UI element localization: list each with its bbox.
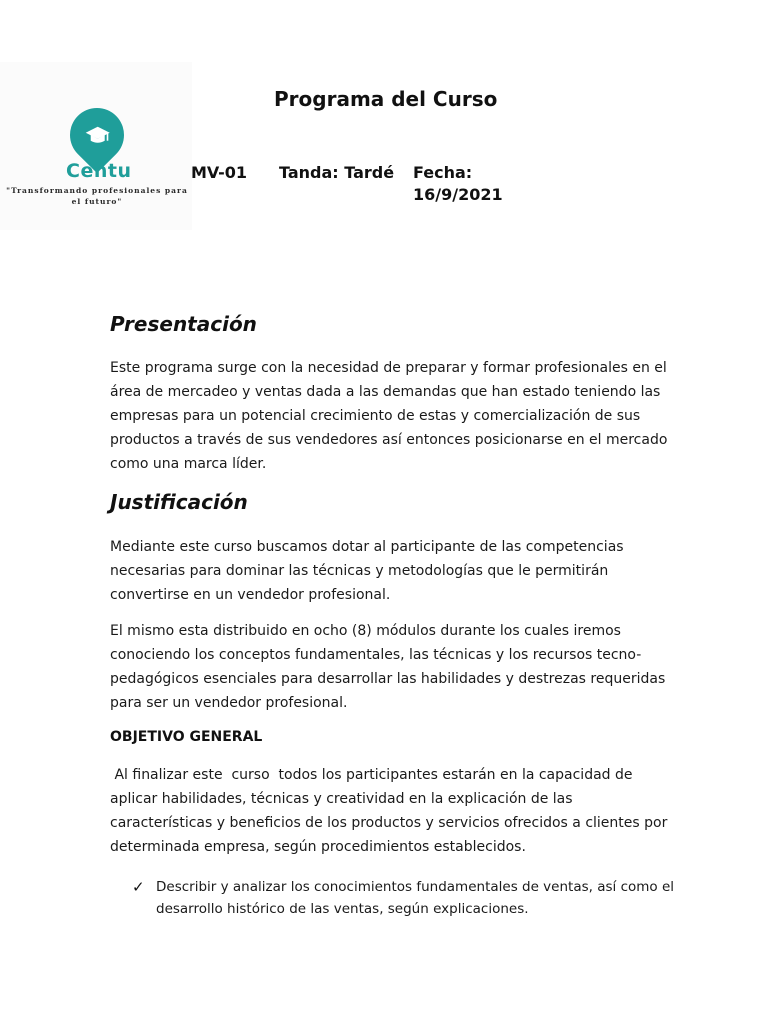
objetivo-label: OBJETIVO GENERAL <box>110 729 263 745</box>
justificacion-heading: Justificación <box>110 490 248 514</box>
page-title: Programa del Curso <box>274 87 498 111</box>
date-label: Fecha: <box>413 163 473 182</box>
course-code: MV-01 <box>191 163 248 182</box>
presentacion-heading: Presentación <box>110 312 257 336</box>
graduation-cap-icon <box>85 123 111 149</box>
checkmark-icon: ✓ <box>132 878 145 896</box>
justificacion-body-1: Mediante este curso buscamos dotar al participante de las competencias necesarias para dominar las técnicas y metodologías que le permitirán convertirse en un vendedor profesional. <box>110 539 624 603</box>
logo-tagline: "Transformando profesionales para el futuro" <box>6 186 188 206</box>
objetivo-bullet <box>132 876 692 920</box>
course-date <box>413 162 503 206</box>
bullet-text: Describir y analizar los conocimientos fundamentales de ventas, así como el desarrollo histórico de las ventas, según explicaciones. <box>156 879 675 917</box>
course-tanda: Tanda: Tardé <box>279 163 395 182</box>
logo-name: Centu <box>66 160 132 182</box>
date-value: 16/9/2021 <box>413 185 503 204</box>
objetivo-body: Al finalizar este curso todos los participantes estarán en la capacidad de aplicar habilidades, técnicas y creatividad en la explicación de las características y beneficios de los productos y servicios ofrecidos a clientes por determinada empresa, según procedimientos establecidos. <box>110 767 672 855</box>
presentacion-body: Este programa surge con la necesidad de preparar y formar profesionales en el área de mercadeo y ventas dada a las demandas que han estado teniendo las empresas para un potencial crecimiento de estas y comercialización de sus productos a través de sus vendedores así entonces posicionarse en el mercado como una marca líder. <box>110 360 668 472</box>
justificacion-body-2: El mismo esta distribuido en ocho (8) módulos durante los cuales iremos conociendo los conceptos fundamentales, las técnicas y los recursos tecno-pedagógicos esenciales para desarrollar las habilidades y destrezas requeridas para ser un vendedor profesional. <box>110 623 666 711</box>
